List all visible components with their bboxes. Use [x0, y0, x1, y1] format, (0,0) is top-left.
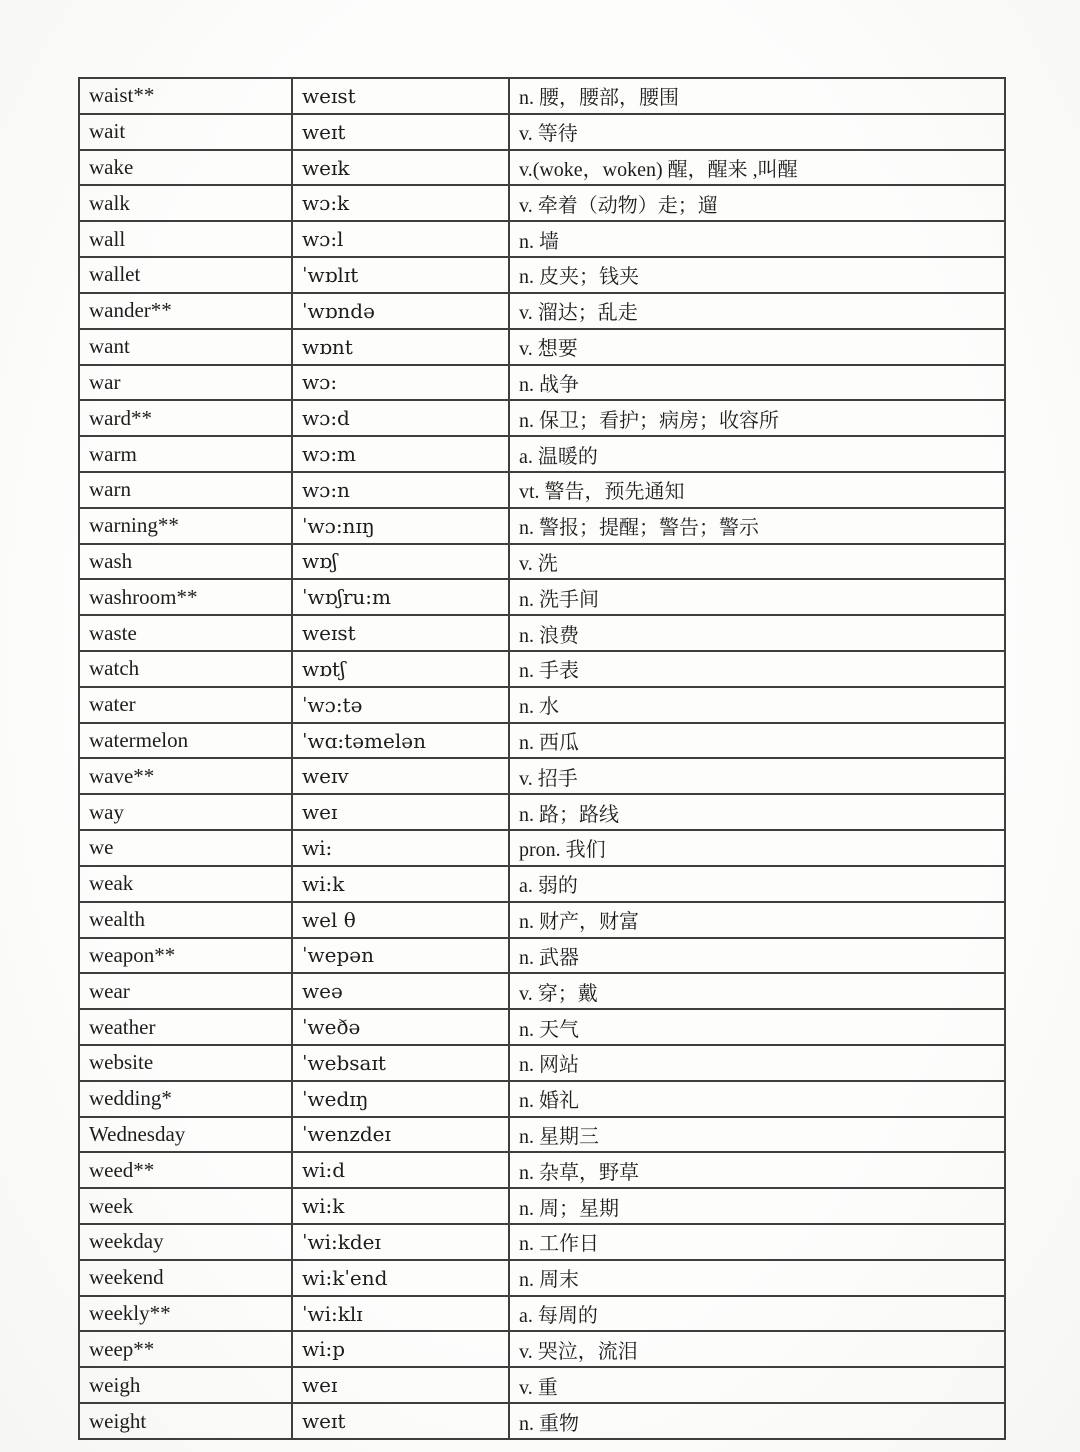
table-row	[79, 1403, 1005, 1439]
vocab-table-body	[79, 78, 1005, 1439]
table-row	[79, 723, 1005, 759]
table-row	[79, 1117, 1005, 1153]
definition-cell: n. 天气	[509, 1009, 1005, 1045]
ipa-cell: wɔ:d	[292, 400, 509, 436]
table-row	[79, 1367, 1005, 1403]
definition-cell: n. 武器	[509, 938, 1005, 974]
table-row	[79, 758, 1005, 794]
table-row	[79, 1260, 1005, 1296]
definition-cell: n. 皮夹；钱夹	[509, 257, 1005, 293]
word-cell: weekly**	[79, 1296, 292, 1332]
ipa-cell: ˈwɒndə	[292, 293, 509, 329]
definition-cell: n. 保卫；看护；病房；收容所	[509, 400, 1005, 436]
word-cell: weekday	[79, 1224, 292, 1260]
word-cell: water	[79, 687, 292, 723]
word-cell: watch	[79, 651, 292, 687]
table-row	[79, 400, 1005, 436]
ipa-cell: ˈwɑ:təmelən	[292, 723, 509, 759]
table-row	[79, 1188, 1005, 1224]
definition-cell: n. 墙	[509, 221, 1005, 257]
definition-cell: n. 腰，腰部，腰围	[509, 78, 1005, 114]
table-row	[79, 365, 1005, 401]
word-cell: Wednesday	[79, 1117, 292, 1153]
ipa-cell: ˈwi:kdeɪ	[292, 1224, 509, 1260]
definition-cell: v. 等待	[509, 114, 1005, 150]
word-cell: waste	[79, 615, 292, 651]
word-cell: weapon**	[79, 938, 292, 974]
definition-cell: n. 周末	[509, 1260, 1005, 1296]
table-row	[79, 1152, 1005, 1188]
definition-cell: n. 手表	[509, 651, 1005, 687]
definition-cell: v. 想要	[509, 329, 1005, 365]
table-row	[79, 830, 1005, 866]
word-cell: wave**	[79, 758, 292, 794]
table-row	[79, 1331, 1005, 1367]
ipa-cell: ˈwebsaɪt	[292, 1045, 509, 1081]
definition-cell: n. 路；路线	[509, 794, 1005, 830]
table-row	[79, 257, 1005, 293]
ipa-cell: wɔ:n	[292, 472, 509, 508]
table-row	[79, 329, 1005, 365]
word-cell: weak	[79, 866, 292, 902]
table-row	[79, 472, 1005, 508]
word-cell: wear	[79, 973, 292, 1009]
definition-cell: n. 洗手间	[509, 579, 1005, 615]
table-row	[79, 651, 1005, 687]
ipa-cell: weɪst	[292, 615, 509, 651]
ipa-cell: wi:d	[292, 1152, 509, 1188]
ipa-cell: wɒtʃ	[292, 651, 509, 687]
table-row	[79, 794, 1005, 830]
word-cell: wash	[79, 544, 292, 580]
table-row	[79, 973, 1005, 1009]
word-cell: week	[79, 1188, 292, 1224]
definition-cell: v. 穿；戴	[509, 973, 1005, 1009]
table-row	[79, 185, 1005, 221]
definition-cell: n. 周；星期	[509, 1188, 1005, 1224]
ipa-cell: weɪ	[292, 794, 509, 830]
definition-cell: pron. 我们	[509, 830, 1005, 866]
ipa-cell: ˈweðə	[292, 1009, 509, 1045]
definition-cell: n. 婚礼	[509, 1081, 1005, 1117]
ipa-cell: ˈwɒlɪt	[292, 257, 509, 293]
word-cell: wealth	[79, 902, 292, 938]
table-row	[79, 150, 1005, 186]
word-cell: washroom**	[79, 579, 292, 615]
ipa-cell: weɪt	[292, 1403, 509, 1439]
table-row	[79, 938, 1005, 974]
ipa-cell: wɔ:	[292, 365, 509, 401]
table-row	[79, 866, 1005, 902]
table-row	[79, 1081, 1005, 1117]
definition-cell: n. 杂草，野草	[509, 1152, 1005, 1188]
word-cell: weigh	[79, 1367, 292, 1403]
definition-cell: n. 浪费	[509, 615, 1005, 651]
ipa-cell: ˈwedɪŋ	[292, 1081, 509, 1117]
definition-cell: v. 牵着（动物）走；遛	[509, 185, 1005, 221]
definition-cell: n. 警报；提醒；警告；警示	[509, 508, 1005, 544]
ipa-cell: weɪt	[292, 114, 509, 150]
ipa-cell: wi:k	[292, 1188, 509, 1224]
definition-cell: v.(woke，woken) 醒，醒来 ,叫醒	[509, 150, 1005, 186]
ipa-cell: ˈwepən	[292, 938, 509, 974]
ipa-cell: weə	[292, 973, 509, 1009]
definition-cell: a. 温暖的	[509, 436, 1005, 472]
definition-cell: n. 重物	[509, 1403, 1005, 1439]
table-row	[79, 902, 1005, 938]
word-cell: wallet	[79, 257, 292, 293]
definition-cell: v. 哭泣，流泪	[509, 1331, 1005, 1367]
ipa-cell: wɒʃ	[292, 544, 509, 580]
table-row	[79, 221, 1005, 257]
word-cell: weed**	[79, 1152, 292, 1188]
table-row	[79, 1009, 1005, 1045]
table-row	[79, 1224, 1005, 1260]
table-row	[79, 1296, 1005, 1332]
ipa-cell: wɔ:k	[292, 185, 509, 221]
definition-cell: n. 财产，财富	[509, 902, 1005, 938]
ipa-cell: wi:kˈend	[292, 1260, 509, 1296]
ipa-cell: weɪst	[292, 78, 509, 114]
definition-cell: v. 溜达；乱走	[509, 293, 1005, 329]
definition-cell: n. 星期三	[509, 1117, 1005, 1153]
word-cell: want	[79, 329, 292, 365]
word-cell: warn	[79, 472, 292, 508]
word-cell: weep**	[79, 1331, 292, 1367]
definition-cell: a. 弱的	[509, 866, 1005, 902]
table-row	[79, 114, 1005, 150]
word-cell: wait	[79, 114, 292, 150]
ipa-cell: weɪ	[292, 1367, 509, 1403]
word-cell: ward**	[79, 400, 292, 436]
word-cell: website	[79, 1045, 292, 1081]
definition-cell: v. 洗	[509, 544, 1005, 580]
table-row	[79, 78, 1005, 114]
word-cell: way	[79, 794, 292, 830]
word-cell: waist**	[79, 78, 292, 114]
ipa-cell: wi:p	[292, 1331, 509, 1367]
word-cell: weather	[79, 1009, 292, 1045]
definition-cell: v. 重	[509, 1367, 1005, 1403]
word-cell: walk	[79, 185, 292, 221]
ipa-cell: wɔ:m	[292, 436, 509, 472]
word-cell: wall	[79, 221, 292, 257]
table-row	[79, 579, 1005, 615]
ipa-cell: weɪk	[292, 150, 509, 186]
word-cell: weekend	[79, 1260, 292, 1296]
definition-cell: a. 每周的	[509, 1296, 1005, 1332]
word-cell: weight	[79, 1403, 292, 1439]
table-row	[79, 436, 1005, 472]
word-cell: we	[79, 830, 292, 866]
definition-cell: n. 战争	[509, 365, 1005, 401]
table-row	[79, 615, 1005, 651]
word-cell: wake	[79, 150, 292, 186]
definition-cell: v. 招手	[509, 758, 1005, 794]
ipa-cell: wɔ:l	[292, 221, 509, 257]
word-cell: wedding*	[79, 1081, 292, 1117]
ipa-cell: wi:	[292, 830, 509, 866]
ipa-cell: ˈwɔ:nɪŋ	[292, 508, 509, 544]
ipa-cell: ˈwenzdeɪ	[292, 1117, 509, 1153]
ipa-cell: wi:k	[292, 866, 509, 902]
table-row	[79, 544, 1005, 580]
word-cell: wander**	[79, 293, 292, 329]
ipa-cell: ˈwɒʃru:m	[292, 579, 509, 615]
definition-cell: n. 工作日	[509, 1224, 1005, 1260]
ipa-cell: wel θ	[292, 902, 509, 938]
ipa-cell: ˈwi:klɪ	[292, 1296, 509, 1332]
definition-cell: vt. 警告，预先通知	[509, 472, 1005, 508]
word-cell: warning**	[79, 508, 292, 544]
ipa-cell: wɒnt	[292, 329, 509, 365]
word-cell: watermelon	[79, 723, 292, 759]
table-row	[79, 687, 1005, 723]
word-cell: war	[79, 365, 292, 401]
ipa-cell: weɪv	[292, 758, 509, 794]
table-row	[79, 1045, 1005, 1081]
vocab-table	[78, 77, 1006, 1440]
table-row	[79, 293, 1005, 329]
definition-cell: n. 水	[509, 687, 1005, 723]
definition-cell: n. 网站	[509, 1045, 1005, 1081]
ipa-cell: ˈwɔ:tə	[292, 687, 509, 723]
word-cell: warm	[79, 436, 292, 472]
table-row	[79, 508, 1005, 544]
definition-cell: n. 西瓜	[509, 723, 1005, 759]
